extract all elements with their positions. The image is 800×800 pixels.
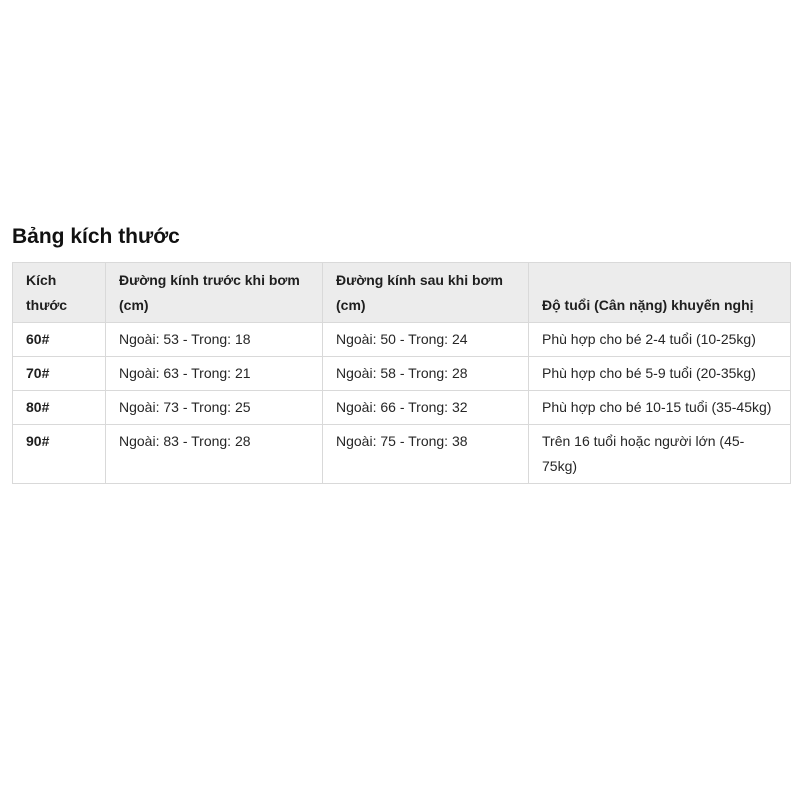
column-header-diameter-before: Đường kính trước khi bơm (cm) — [106, 263, 323, 323]
diameter-after-cell: Ngoài: 50 - Trong: 24 — [323, 323, 529, 357]
age-weight-cell: Phù hợp cho bé 5-9 tuổi (20-35kg) — [529, 357, 791, 391]
size-cell: 80# — [13, 391, 106, 425]
diameter-after-cell: Ngoài: 66 - Trong: 32 — [323, 391, 529, 425]
size-cell: 70# — [13, 357, 106, 391]
size-table — [12, 262, 791, 484]
table-header-row — [13, 263, 791, 323]
column-header-age-weight: Độ tuổi (Cân nặng) khuyến nghị — [529, 263, 791, 323]
diameter-after-cell: Ngoài: 58 - Trong: 28 — [323, 357, 529, 391]
table-row — [13, 323, 791, 357]
age-weight-cell: Phù hợp cho bé 2-4 tuổi (10-25kg) — [529, 323, 791, 357]
diameter-before-cell: Ngoài: 63 - Trong: 21 — [106, 357, 323, 391]
age-weight-cell: Phù hợp cho bé 10-15 tuổi (35-45kg) — [529, 391, 791, 425]
column-header-diameter-after: Đường kính sau khi bơm (cm) — [323, 263, 529, 323]
table-row — [13, 391, 791, 425]
size-cell: 60# — [13, 323, 106, 357]
page-title: Bảng kích thước — [12, 225, 180, 248]
column-header-size: Kích thước — [13, 263, 106, 323]
table-row — [13, 425, 791, 484]
diameter-after-cell: Ngoài: 75 - Trong: 38 — [323, 425, 529, 484]
diameter-before-cell: Ngoài: 83 - Trong: 28 — [106, 425, 323, 484]
size-cell: 90# — [13, 425, 106, 484]
table-row — [13, 357, 791, 391]
diameter-before-cell: Ngoài: 53 - Trong: 18 — [106, 323, 323, 357]
diameter-before-cell: Ngoài: 73 - Trong: 25 — [106, 391, 323, 425]
age-weight-cell: Trên 16 tuổi hoặc người lớn (45-75kg) — [529, 425, 791, 484]
